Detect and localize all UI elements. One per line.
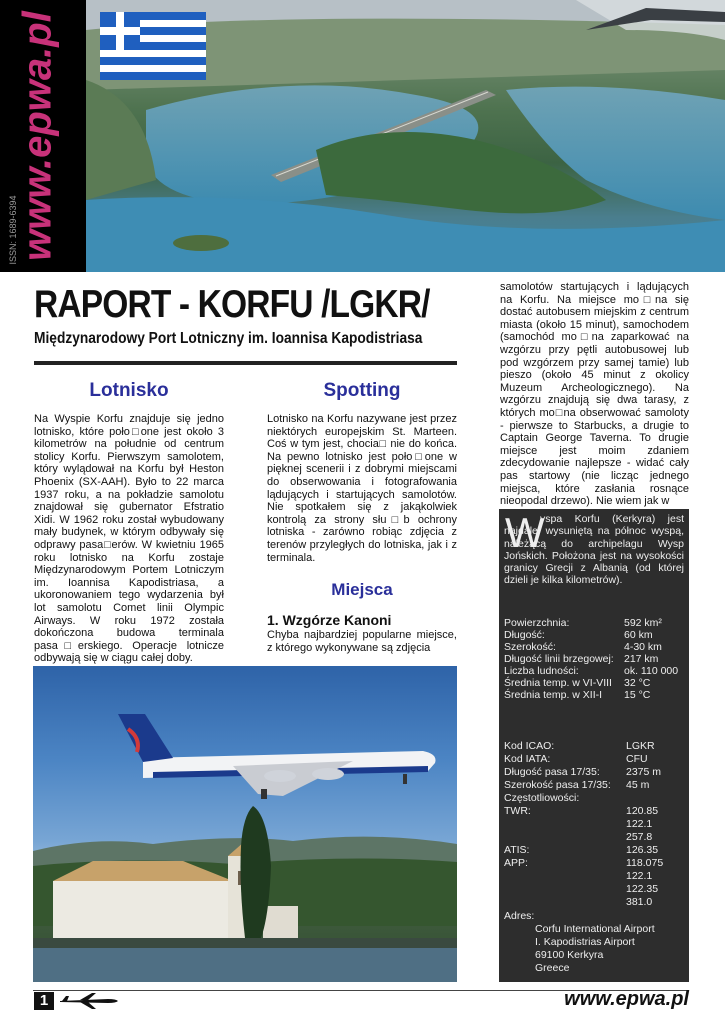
text-lotnisko: Na Wyspie Korfu znajduje się jedno lotnisko, które poło□one jest około 3 kilometrów na południe od centrum stolicy Korfu. Pierwszym samolotem, który wylądował na Korfu był Heston Phoenix (SX-AAH). Było to 22 marca 1937 roku, a na pokładzie samolotu znajdował się gubernator Efstratio Xidi. W 1962 roku został wybudowany mały budynek, w którym odbywały się odprawy pasa□erów. W kwietniu 1965 roku lotnisko na Korfu zostaje Międzynarodowym Portem Lotniczym im. Ioannisa Kapodistriasa, a ukoronowaniem tego wydarzenia był lot samolotu Comet linii Olympic Airways. W roku 1972 została dokończona budowa terminala pasa□erskiego. Operacje lotnicze odbywają się w ciągu całej doby. [34, 413, 224, 665]
side-brand-logo: www.epwa.pl [15, 11, 60, 261]
page-number: 1 [34, 992, 54, 1010]
airport-value: 126.35 [626, 844, 659, 856]
fact-label: Średnia temp. w VI-VIII [504, 677, 612, 689]
fact-value: 15 °C [624, 689, 651, 701]
airport-label: APP: [504, 857, 528, 869]
heading-miejsca: Miejsca [331, 580, 393, 599]
drop-cap: W [505, 509, 545, 556]
fact-label: Powierzchnia: [504, 617, 570, 629]
airport-label: Długość pasa 17/35: [504, 766, 600, 778]
airport-value: 122.1 [626, 818, 653, 830]
address-line: I. Kapodistrias Airport [535, 936, 635, 948]
airport-value: 2375 m [626, 766, 662, 778]
page-title: RAPORT - KORFU /LGKR/ [34, 283, 430, 326]
title-divider [34, 361, 457, 365]
airplane-icon [58, 992, 120, 1010]
airport-label: Szerokość pasa 17/35: [504, 779, 611, 791]
fact-value: 4-30 km [624, 641, 662, 653]
address-line: Corfu International Airport [535, 923, 655, 935]
airport-label: TWR: [504, 805, 531, 817]
airport-value: 122.1 [626, 870, 653, 882]
fact-label: Długość: [504, 629, 545, 641]
airport-value: LGKR [626, 740, 655, 752]
fact-label: Długość linii brzegowej: [504, 653, 614, 665]
address-line: 69100 Kerkyra [535, 949, 604, 961]
address-label: Adres: [504, 910, 535, 922]
text-spotting: Lotnisko na Korfu nazywane jest przez niektórych europejskim St. Marteen. Coś w tym jest, chocia□ nie do końca. Na pewno lotnisko jest poło□one w pięknej scenerii i z dobrymi miejscami do obserwowania i fotografowania lądujących i startujących samolotów. Nie spotkałem się z jakąkolwiek kontrolą za strony słu□b ochrony lotniska - zarówno robiąc zdjęcia z terenów przyległych do lotniska, jak i z terminala. [267, 413, 457, 564]
plane-over-monastery-photo [33, 666, 457, 982]
airport-value: 120.85 [626, 805, 659, 817]
heading-lotnisko: Lotnisko [89, 380, 169, 401]
fact-value: ok. 110 000 [624, 665, 679, 677]
airport-value: 122.35 [626, 883, 659, 895]
fact-value: 60 km [624, 629, 653, 641]
island-intro: yspa Korfu (Kerkyra) jest najdalej wysuniętą na północ wyspą, należącą do archipelagu Wysp Jońskich. Położona jest na wysokości granicy Grecji z Albanią (od której dzieli je kilka kilometrów). [504, 513, 684, 587]
address-line: Greece [535, 962, 570, 974]
page-subtitle: Międzynarodowy Port Lotniczny im. Ioannisa Kapodistriasa [34, 330, 423, 347]
airport-label: Kod IATA: [504, 753, 551, 765]
text-kanoni-continued: samolotów startujących i lądujących na Korfu. Na miejsce mo□na się dostać autobusem miejskim z centrum miasta (około 15 minut), samochodem (samochód mo□na zaparkować na wzgórzu przy pętli autobusowej lub pod wzgórzem przy samej tamie) lub pieszo (około 45 minut z okolicy Muzeum Archeologicznego). Na wzgórzu znajdują się dwa tarasy, z których mo□na obserwować samoloty - pierwsze to Starbucks, a drugie to Captain George Taverna. To drugie miejsce jest moim zdaniem zdecydowanie najlepsze - widać cały pas startowy (nie licząc jednego miejsca, które zasłania rosnące nieopodal drzewo). Nie wiem jak w [500, 281, 689, 508]
greek-flag-icon [100, 12, 206, 80]
footer-brand: www.epwa.pl [564, 988, 689, 1010]
fact-label: Średnia temp. w XII-I [504, 689, 603, 701]
airport-label: ATIS: [504, 844, 530, 856]
airport-value: 118.075 [626, 857, 664, 869]
airport-label: Częstotliowości: [504, 792, 580, 804]
fact-value: 32 °C [624, 677, 651, 689]
airport-value: 381.0 [626, 896, 653, 908]
fact-label: Liczba ludności: [504, 665, 579, 677]
heading-spotting: Spotting [323, 380, 401, 401]
fact-value: 592 km² [624, 617, 662, 629]
airport-label: Kod ICAO: [504, 740, 555, 752]
airport-value: CFU [626, 753, 648, 765]
subheading-kanoni: 1. Wzgórze Kanoni [267, 612, 392, 628]
fact-value: 217 km [624, 653, 659, 665]
text-kanoni: Chyba najbardziej popularne miejsce, z którego wykonywane są zdjęcia [267, 629, 457, 654]
fact-label: Szerokość: [504, 641, 556, 653]
airport-value: 257.8 [626, 831, 653, 843]
issn-label: ISSN: 1689-6394 [8, 195, 18, 265]
airport-value: 45 m [626, 779, 650, 791]
